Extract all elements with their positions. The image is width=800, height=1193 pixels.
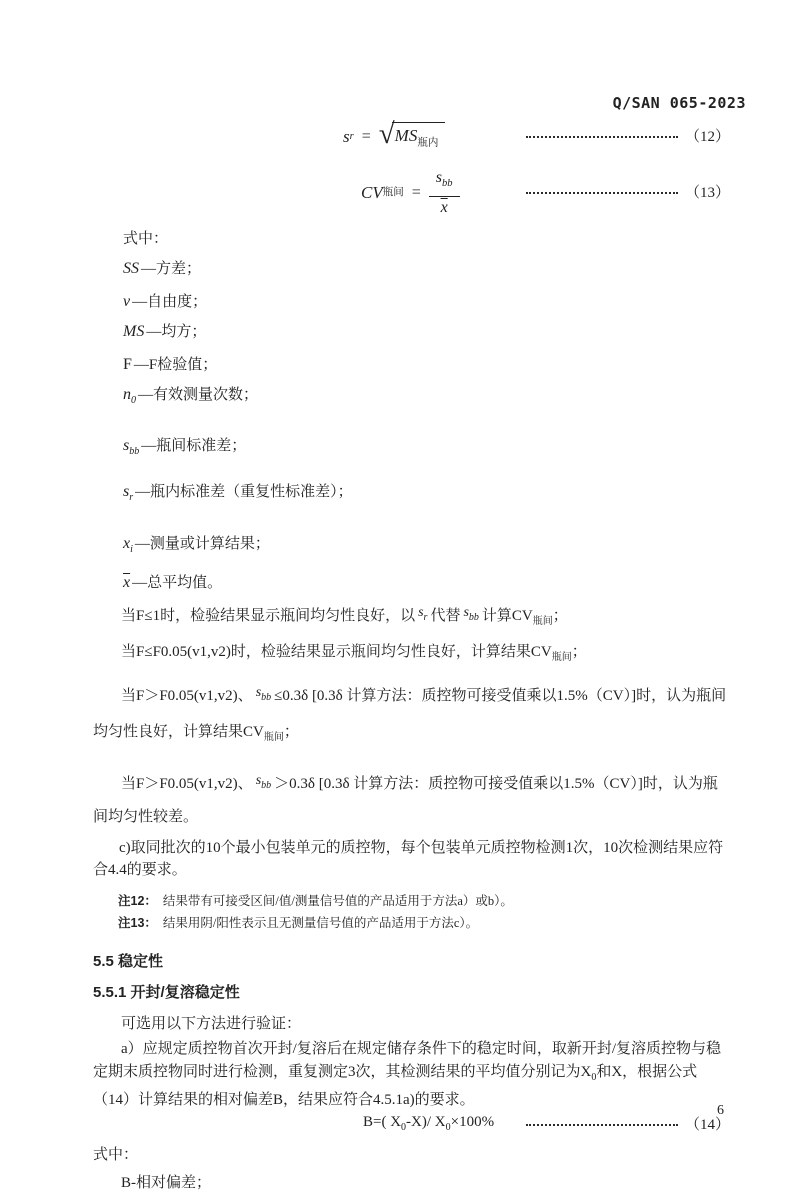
paragraph-item-c: c)取同批次的10个最小包装单元的质控物，每个包装单元质控物检测1次，10次检测结果应符合4.4的要求。 <box>93 840 724 879</box>
note-13 <box>118 912 730 934</box>
paragraph-f-gt-poor: 当F＞F0.05(v1,v2)、 $s_{bb} >0.3\delta$ [0.3δ 计算方法：质控物可接受值乘以1.5%（CV）]时，认为瓶间均匀性较差。 <box>93 772 718 826</box>
definition-text: —有效测量次数； <box>138 387 259 403</box>
fraction-numerator <box>429 169 460 196</box>
subscript-within-bottle: 瓶内 <box>417 137 439 149</box>
symbol-ms: MS <box>394 125 418 145</box>
equals-sign: = <box>411 184 421 201</box>
definition-f <box>123 355 730 375</box>
note-text: 结果带有可接受区间/值/测量信号值的产品适用于方法a）或b）。 <box>162 894 513 909</box>
formula-13-number: （13） <box>684 185 730 201</box>
equals-sign: = <box>361 127 371 145</box>
symbol-s: s <box>343 126 350 146</box>
where-clause: 式中： <box>123 231 169 247</box>
note-label: 注12： <box>118 894 157 909</box>
symbol: $x_i$ <box>123 534 133 555</box>
definition-xi <box>123 534 730 560</box>
page-number: 6 <box>717 1103 724 1118</box>
where-clause: 式中： <box>93 1146 139 1163</box>
note-text: 结果用阴/阳性表示且无测量信号值的产品适用于方法c）。 <box>162 916 479 931</box>
definition-b: B-相对偏差； <box>121 1174 212 1191</box>
subscript-r: r <box>349 130 354 142</box>
formula-13-equation <box>361 169 460 216</box>
definition-text: —均方； <box>146 324 207 340</box>
definition-xbar <box>123 573 730 593</box>
fraction-denominator <box>441 197 448 217</box>
paragraph-verify-intro: 可选用以下方法进行验证： <box>121 1016 302 1033</box>
symbol: $\overline{x}$ <box>123 573 131 591</box>
paragraph-f-gt-good: 当F＞F0.05(v1,v2)、 $s_{bb} \le 0.3\delta$ [0.3δ 计算方法：质控物可接受值乘以1.5%（CV）]时，认为瓶间均匀性良好，计算结果$CV_{瓶间}$； <box>93 684 727 743</box>
symbol: MS <box>123 323 145 340</box>
paragraph-f-le-f005: 当F≤F0.05(v1,v2)时，检验结果显示瓶间均匀性良好，计算结果$CV_{瓶间}$； <box>121 643 587 663</box>
symbol-x-bar: x <box>440 198 448 216</box>
paragraph-item-a: a）应规定质控物首次开封/复溶后在规定储存条件下的稳定时间，取新开封/复溶质控物与稳定期末质控物同时进行检测，重复测定3次，其检测结果的平均值分别记为$X_0$和X，根据公式（14）计算结果的相对偏差B，结果应符合4.5.1a)的要求。 <box>93 1041 721 1109</box>
subscript-between-bottle: 瓶间 <box>382 187 404 198</box>
definition-n0 <box>123 385 730 411</box>
definition-sr <box>123 482 730 508</box>
definition-text: —总平均值。 <box>132 574 223 591</box>
definition-text: —瓶间标准差； <box>141 438 247 455</box>
note-label: 注13： <box>118 916 157 931</box>
symbol-cv: CV <box>361 183 383 202</box>
definition-sbb <box>123 436 730 462</box>
doc-code-header: Q/SAN 065-2023 <box>612 94 746 112</box>
dotted-leader <box>526 1124 678 1126</box>
symbol: $s_{bb}$ <box>123 437 140 458</box>
formula-14-equation: B=( $X_0-X)/$ $X_0\times 100\%$ <box>363 1113 495 1133</box>
dotted-leader <box>526 192 678 194</box>
note-12 <box>118 890 730 912</box>
paragraph-f-le-1: 当F≤1时，检验结果显示瓶间均匀性良好，以 $s_r$ 代替 $s_{bb}$ 计算$CV_{瓶间}$； <box>121 604 568 627</box>
symbol: $s_r$ <box>123 483 134 504</box>
symbol-s: s <box>435 169 442 187</box>
symbol: v <box>123 293 131 310</box>
dotted-leader <box>526 136 678 138</box>
section-heading-5-5-1: 5.5.1 开封/复溶稳定性 <box>93 984 240 1002</box>
subscript-bb: bb <box>442 178 453 190</box>
definition-text: —F检验值； <box>133 357 218 373</box>
radicand <box>392 122 446 153</box>
formula-12-row <box>93 117 730 154</box>
formula-14-row <box>93 1114 730 1136</box>
formula-14-number: （14） <box>684 1116 730 1133</box>
formula-13-row <box>93 170 730 216</box>
section-heading-5-5: 5.5 稳定性 <box>93 953 164 971</box>
symbol: $n_0$ <box>123 386 136 407</box>
radical-sign-icon: √ <box>378 117 395 150</box>
definition-text: —自由度； <box>132 294 208 310</box>
formula-12-number: （12） <box>684 129 730 145</box>
definition-text: —测量或计算结果； <box>134 535 270 552</box>
symbol: F <box>123 356 132 373</box>
fraction <box>429 169 460 216</box>
formula-12-equation <box>343 117 445 153</box>
definition-text: —方差； <box>141 261 202 277</box>
symbol: SS <box>123 260 139 277</box>
definition-ss <box>123 259 730 279</box>
definition-v <box>123 292 730 312</box>
definition-ms <box>123 322 730 342</box>
sqrt-radical <box>378 117 446 153</box>
definition-text: —瓶内标准差（重复性标准差）； <box>135 484 353 501</box>
